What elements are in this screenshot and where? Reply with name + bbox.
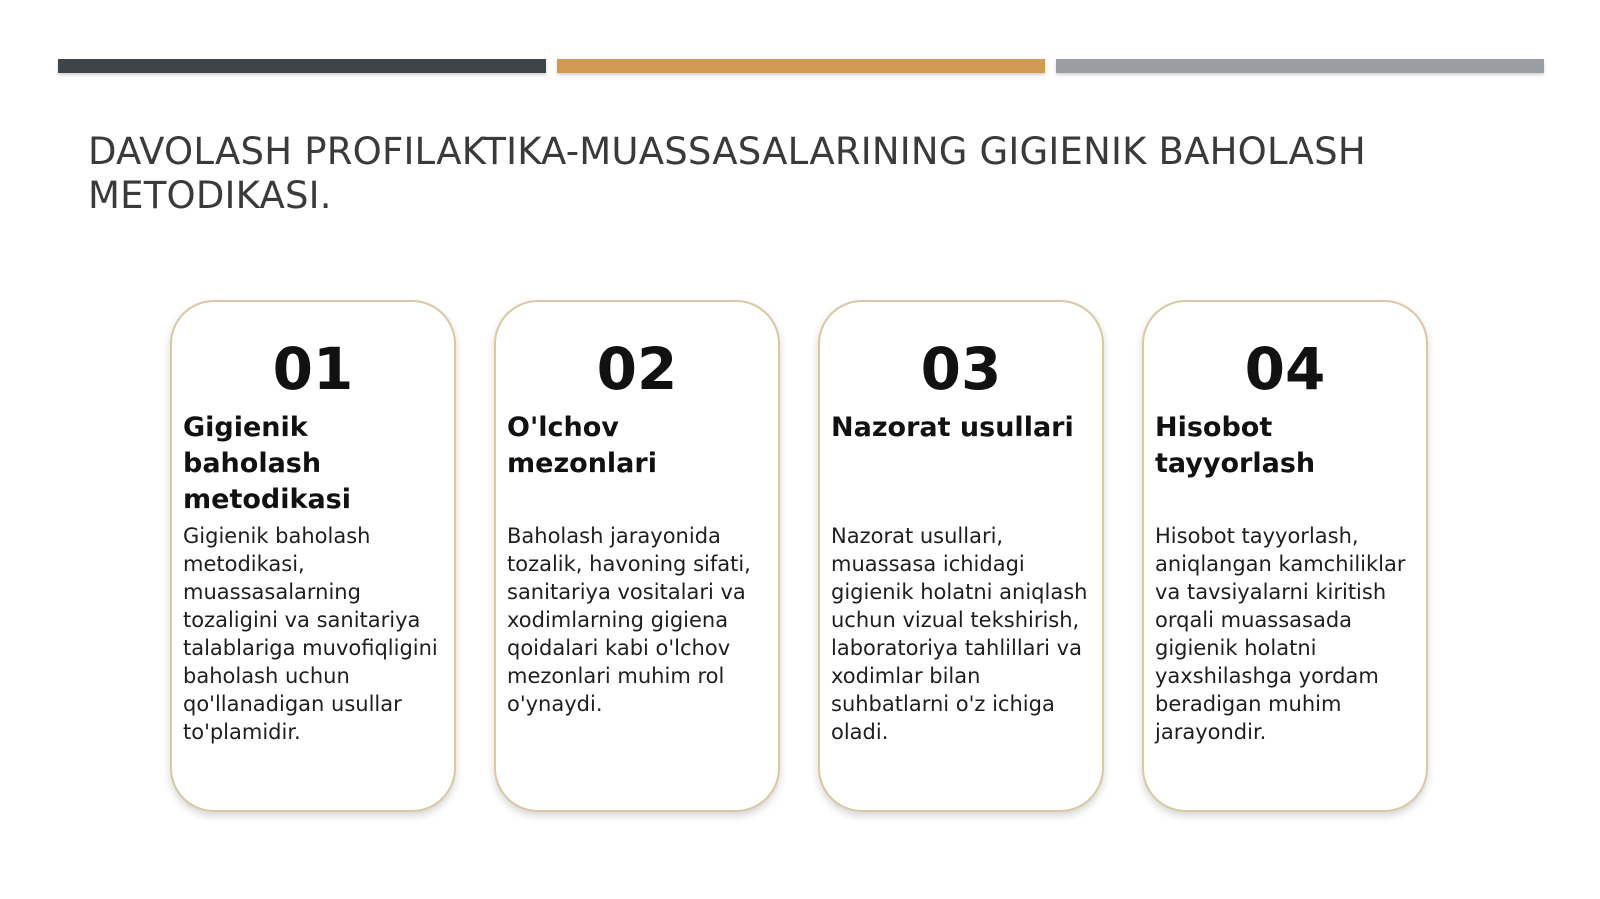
card-heading: Hisobot tayyorlash	[1155, 412, 1316, 479]
card-text: Hisobot tayyorlash, aniqlangan kamchiliklar va tavsiyalarni kiritish orqali muassasada gigienik holatni yaxshilashga yordam beradigan muhim jarayondir.	[1155, 524, 1406, 744]
card-text: Gigienik baholash metodikasi, muassasalarning tozaligini va sanitariya talablariga muvofiqligini baholash uchun qo'llanadigan usullar to'plamidir.	[183, 524, 438, 744]
card-heading: Gigienik baholash metodikasi	[183, 412, 351, 515]
card-number: 01	[272, 335, 354, 403]
top-bar-dark	[58, 59, 546, 73]
card-3	[818, 300, 1104, 812]
card-4	[1142, 300, 1428, 812]
card-heading: Nazorat usullari	[831, 412, 1074, 443]
card-text: Nazorat usullari, muassasa ichidagi gigienik holatni aniqlash uchun vizual tekshirish, laboratoriya tahlillari va xodimlar bilan suhbatlarni o'z ichiga oladi.	[831, 524, 1088, 744]
card-2	[494, 300, 780, 812]
slide-title: DAVOLASH PROFILAKTIKA-MUASSASALARINING GIGIENIK BAHOLASH METODIKASI.	[88, 130, 1366, 217]
top-bar-orange	[557, 59, 1045, 73]
card-number: 02	[596, 335, 678, 403]
card-number: 04	[1244, 335, 1326, 403]
card-1	[170, 300, 456, 812]
card-heading: O'lchov mezonlari	[507, 412, 657, 479]
card-number: 03	[920, 335, 1002, 403]
card-text: Baholash jarayonida tozalik, havoning sifati, sanitariya vositalari va xodimlarning gigiena qoidalari kabi o'lchov mezonlari muhim rol o'ynaydi.	[507, 524, 751, 716]
top-bar-gray	[1056, 59, 1544, 73]
